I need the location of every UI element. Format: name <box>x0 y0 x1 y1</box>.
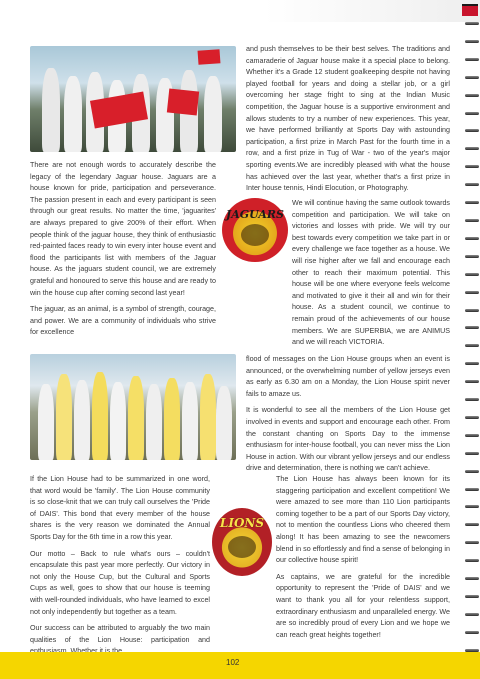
lion-face-icon <box>228 536 256 558</box>
jaguars-house-logo: JAGUARS <box>222 198 288 262</box>
jaguar-right-column-top: and push themselves to be their best selves. The traditions and camaraderie of Jaguar house make it a special place to belong. Whether it's a Grade 12 student goalkeeping despite not having played football for years and doing a stellar job, or a girl overcoming her stage fright to sing at the Indian Music competition, the Jaguar house is a supportive environment and allows students to try a number of new experiences. This year, we have performed brilliantly at Sports Day with astounding participation, a first prize in March Past for the fourth time in a row, and a first prize in Tug of War - two of the year's major sporting events.We are incredibly pleased with what the house has achieved over the last year, whether that's a first prize in Inter house tennis, Hindi Elocution, or Photography. <box>246 45 450 193</box>
lions-house-logo: LIONS <box>212 508 272 576</box>
lion-house-group-photo <box>30 354 236 460</box>
lion-right-column-bottom: The Lion House has always been known for its staggering participation and excellent competition! We were amazed to see more than 110 Lion participants coming together to be a part of our Sports Day victory, not to mention the countless Lions who cheered them along! It has been amazing to see the newcomers blend in so effortlessly and find a sense of belonging in our collective house spirit! As captains, we are grateful for the incredible opportunity to represent the 'Pride of DAIS' and we want to thank you all for your relentless support, extraordinary enthusiasm and unparalleled energy. We are so incredibly proud of every Lion and we hope we can reach great heights together! <box>276 475 450 639</box>
top-band <box>0 0 480 22</box>
flag-icon <box>462 4 478 16</box>
jaguar-house-group-photo <box>30 46 236 152</box>
spiral-binding <box>464 22 480 652</box>
page-number: 102 <box>226 658 240 667</box>
lion-right-column-top: flood of messages on the Lion House groups when an event is announced, or the overwhelming number of yellow jerseys even as early as 6.30 am on a Monday, the Lion House spirit never fails to amaze us. It is wonderful to see all the members of the Lion House get involved in events and support and encourage each other. From the constant chanting on Sports Day to the immense enthusiasm for inter-house football, you can never miss the Lion House in action. With our vibrant yellow jerseys and our endless drive and determination, there is nothing we can't achieve. <box>246 355 450 473</box>
jaguar-right-column-bottom: We will continue having the same outlook towards competition and participation. We will take on victories and losses with pride. We will try our best towards every competition we take part in or every challenge we face together as a house. We will rise higher after we fall and encourage each other to reach their maximum potential. This house will be one where everyone feels welcome and motivated to give it their all and win for their house. As a student council, we continue to remain proud of the achievements of our house members. We are SUPERBIA, we are ANIMUS and we will reach VICTORIA. <box>292 199 450 347</box>
lion-left-column: If the Lion House had to be summarized in one word, that word would be 'family'. The Lion House community is so close-knit that we can truly call ourselves the 'Pride of DAIS'. This bond that every member of the house shares is the very reason we dominated the Annual Sports Day for the 6th time in a row this year. Our motto – Back to rule what's ours – couldn't encapsulate this past year more perfectly. Our victory in not only the House Cup, but the Cultural and Sports Cups as well, goes to show that our house is teeming with well-rounded individuals, who have learned to excel not only independently but together as a team. Our success can be attributed to arguably the two main qualities of the Lion House: participation and <box>30 475 210 644</box>
jaguar-face-icon <box>241 224 269 246</box>
jaguar-left-column: There are not enough words to accurately describe the legacy of the legendary Jaguar house. Jaguars are a house known for pride, participation and perseverance. The passion present in each and every participant is seen through our great results. No matter the time, 'jaguarites' are always prepared to give 200% of their effort. When people think of the jaguar house, they think of enthusiastic red-painted faces ready to win every inter house event and flood the participants list with members of the Jaguar house. As the jaguars student council, we are extremely grateful and honoured to serve this house and are ready to win the house cup after coming second last year! The jaguar, as an animal, is a symbol of strength, courage, and power. We are a community of individuals who strive for excellence <box>30 161 216 337</box>
footer-band <box>0 652 480 679</box>
